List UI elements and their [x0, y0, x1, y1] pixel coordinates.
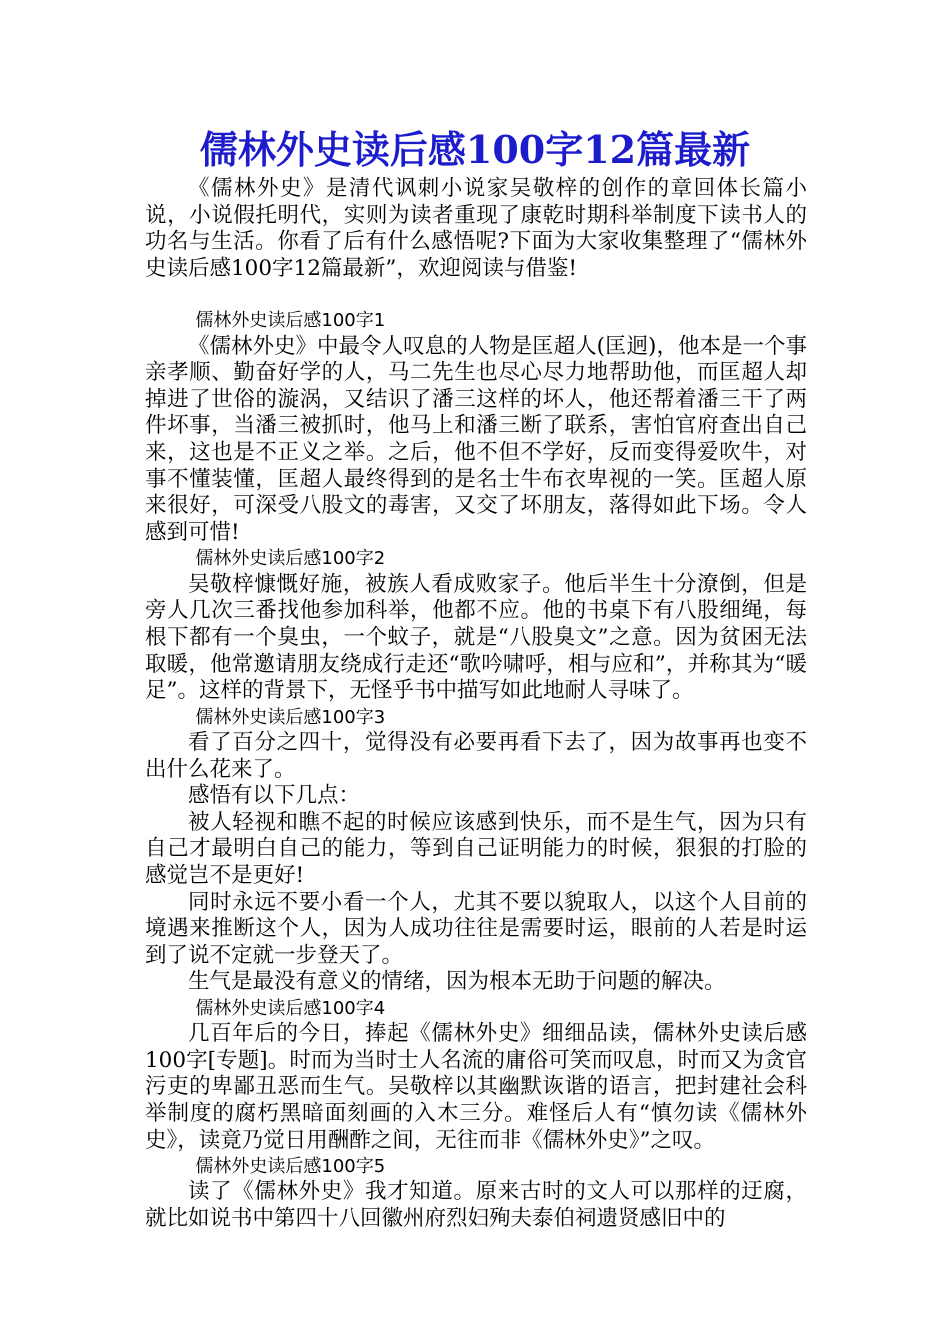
section-2: [145, 546, 807, 704]
section-paragraph: 几百年后的今日，捧起《儒林外史》细细品读，儒林外史读后感100字[专题]。时而为当时士人名流的庸俗可笑而叹息，时而又为贪官污吏的卑鄙丑恶而生气。吴敬梓以其幽默诙谐的语言，把封建社会科举制度的腐朽黑暗面刻画的入木三分。难怪后人有“慎勿读《儒林外史》，读竟乃觉日用酬酢之间，无往而非《儒林外史》”之叹。: [145, 1021, 807, 1153]
blank-line: [145, 282, 807, 308]
section-heading: 儒林外史读后感100字2: [195, 548, 386, 570]
section-heading: 儒林外史读后感100字3: [195, 706, 386, 728]
section-paragraph: 吴敬梓慷慨好施，被族人看成败家子。他后半生十分潦倒，但是旁人几次三番找他参加科举，他都不应。他的书桌下有八股细绳，每根下都有一个臭虫，一个蚊子，就是“八股臭文”之意。因为贫困无法取暖，他常邀请朋友绕成行走还“歌吟啸呼，相与应和”，并称其为“暖足”。这样的背景下，无怪乎书中描写如此地耐人寻味了。: [145, 571, 807, 704]
section-heading: 儒林外史读后感100字4: [195, 997, 386, 1019]
section-paragraph: 同时永远不要小看一个人，尤其不要以貌取人，以这个人目前的境遇来推断这个人，因为人成功往往是需要时运，眼前的人若是时运到了说不定就一步登天了。: [145, 889, 807, 968]
document-body: [145, 176, 807, 1233]
intro-paragraph: 《儒林外史》是清代讽刺小说家吴敬梓的创作的章回体长篇小说，小说假托明代，实则为读者重现了康乾时期科举制度下读书人的功名与生活。你看了后有什么感悟呢?下面为大家收集整理了“儒林外史读后感100字12篇最新”，欢迎阅读与借鉴!: [145, 176, 807, 281]
section-paragraph: 读了《儒林外史》我才知道。原来古时的文人可以那样的迂腐，就比如说书中第四十八回徽州府烈妇殉夫泰伯祠遗贤感旧中的: [145, 1179, 807, 1232]
section-paragraph: 《儒林外史》中最令人叹息的人物是匡超人(匡迥)，他本是一个事亲孝顺、勤奋好学的人，马二先生也尽心尽力地帮助他，而匡超人却掉进了世俗的漩涡，又结识了潘三这样的坏人，他还帮着潘三干了两件坏事，当潘三被抓时，他马上和潘三断了联系，害怕官府查出自己来，这也是不正义之举。之后，他不但不学好，反而变得爱吹牛，对事不懂装懂，匡超人最终得到的是名士牛布衣卑视的一笑。匡超人原来很好，可深受八股文的毒害，又交了坏朋友，落得如此下场。令人感到可惜!: [145, 333, 807, 545]
section-5: [145, 1154, 807, 1232]
document-title: 儒林外史读后感100字12篇最新: [199, 127, 751, 172]
section-3: [145, 705, 807, 996]
section-4: [145, 996, 807, 1154]
section-paragraph: 生气是最没有意义的情绪，因为根本无助于问题的解决。: [188, 969, 726, 995]
section-paragraph: 被人轻视和瞧不起的时候应该感到快乐，而不是生气，因为只有自己才最明白自己的能力，等到自己证明能力的时候，狠狠的打脸的感觉岂不是更好!: [145, 809, 807, 888]
section-1: [145, 308, 807, 546]
section-paragraph: 看了百分之四十，觉得没有必要再看下去了，因为故事再也变不出什么花来了。: [145, 729, 807, 782]
section-paragraph: 感悟有以下几点：: [188, 783, 361, 809]
section-heading: 儒林外史读后感100字5: [195, 1156, 386, 1178]
section-heading: 儒林外史读后感100字1: [195, 310, 386, 332]
